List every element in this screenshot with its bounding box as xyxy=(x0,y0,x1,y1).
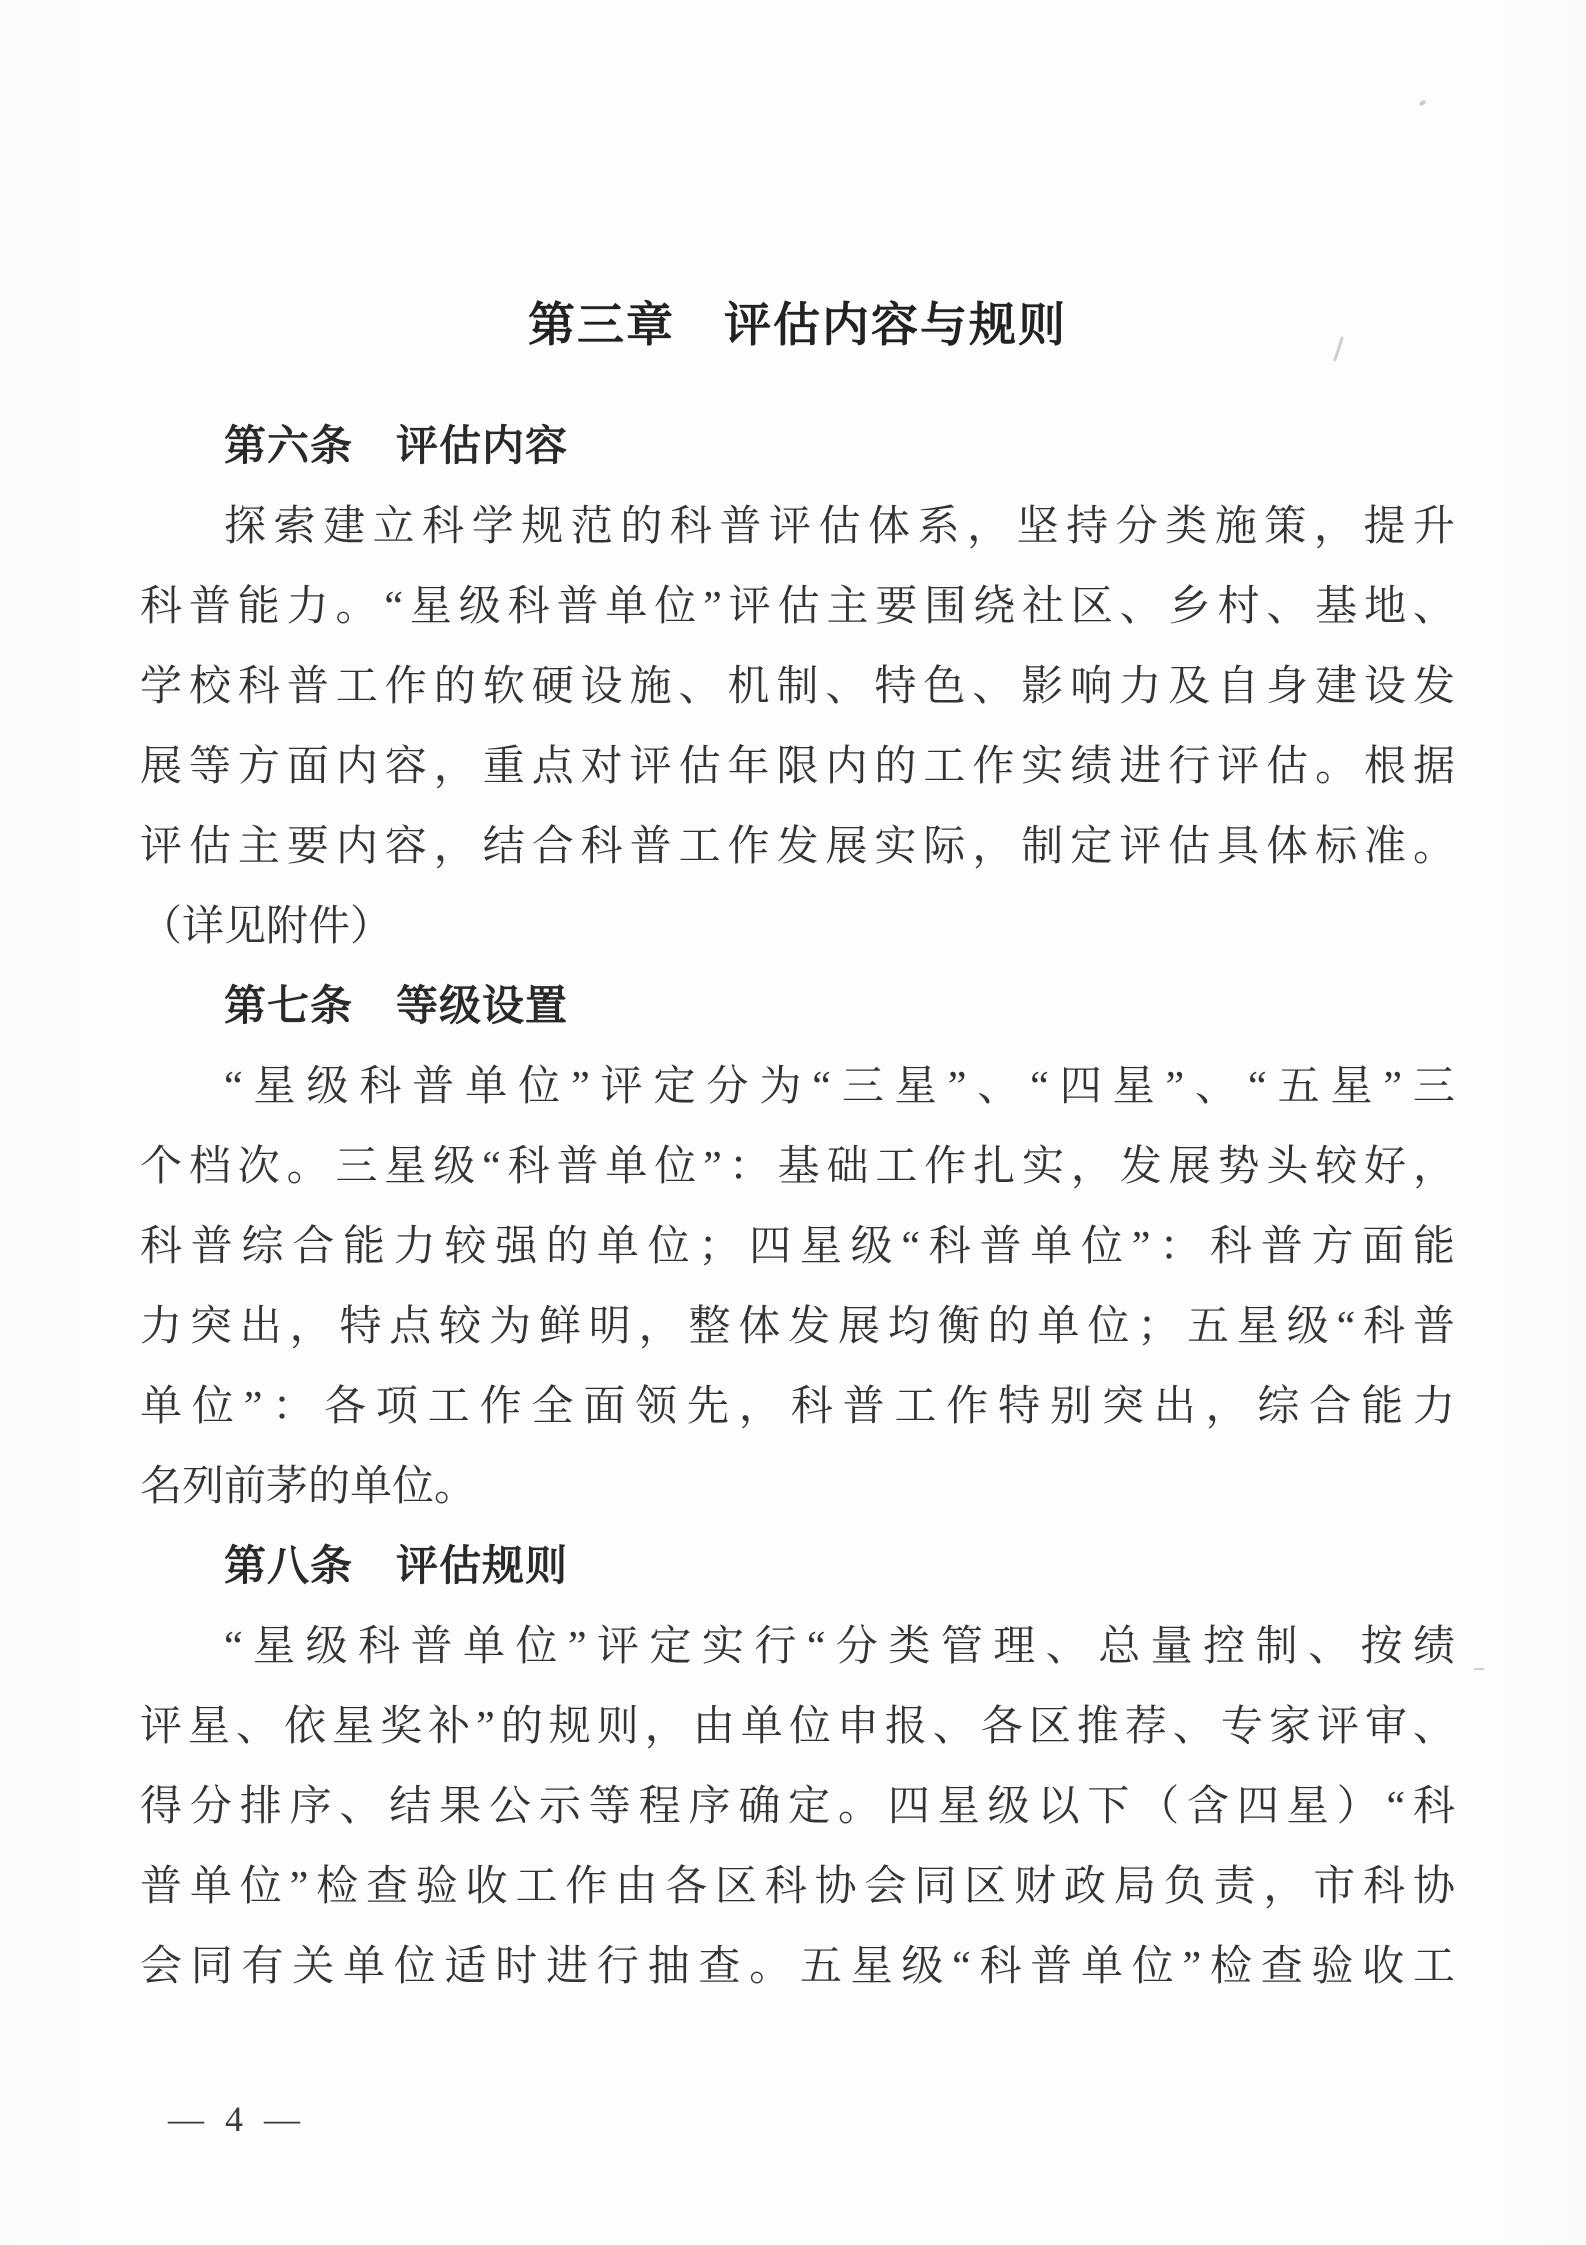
body-line: 会同有关单位适时进行抽查。五星级“科普单位”检查验收工 xyxy=(140,1944,1455,1990)
body-line: 展等方面内容，重点对评估年限内的工作实绩进行评估。根据 xyxy=(140,744,1455,790)
body-line: 评星、依星奖补”的规则，由单位申报、各区推荐、专家评审、 xyxy=(140,1704,1455,1750)
body-line: “星级科普单位”评定分为“三星”、“四星”、“五星”三 xyxy=(224,1064,1455,1110)
body-line: 力突出，特点较为鲜明，整体发展均衡的单位；五星级“科普 xyxy=(140,1304,1455,1350)
page-number: — 4 — xyxy=(168,2099,306,2139)
body-line: 科普能力。“星级科普单位”评估主要围绕社区、乡村、基地、 xyxy=(140,584,1455,630)
page-content xyxy=(140,295,1455,2007)
body-line: 个档次。三星级“科普单位”：基础工作扎实，发展势头较好， xyxy=(140,1144,1455,1190)
body-line: 名列前茅的单位。 xyxy=(140,1464,477,1510)
scan-speck xyxy=(1418,100,1426,107)
article-8-heading: 第八条 评估规则 xyxy=(224,1544,569,1590)
body-line: 单位”：各项工作全面领先，科普工作特别突出，综合能力 xyxy=(140,1384,1455,1430)
body-line: 科普综合能力较强的单位；四星级“科普单位”：科普方面能 xyxy=(140,1224,1455,1270)
chapter-title: 第三章 评估内容与规则 xyxy=(528,298,1067,351)
body-line: 学校科普工作的软硬设施、机制、特色、影响力及自身建设发 xyxy=(140,664,1455,710)
body-line: 评估主要内容，结合科普工作发展实际，制定评估具体标准。 xyxy=(140,824,1455,870)
scan-smudge xyxy=(1474,1662,1487,1670)
article-7-heading: 第七条 等级设置 xyxy=(224,984,569,1030)
body-line: 探索建立科学规范的科普评估体系，坚持分类施策，提升 xyxy=(224,504,1455,550)
body-line: （详见附件） xyxy=(140,904,393,950)
article-6-heading: 第六条 评估内容 xyxy=(224,424,569,470)
body-line: 得分排序、结果公示等程序确定。四星级以下（含四星）“科 xyxy=(140,1784,1455,1830)
body-line: “星级科普单位”评定实行“分类管理、总量控制、按绩 xyxy=(224,1624,1455,1670)
body-line: 普单位”检查验收工作由各区科协会同区财政局负责，市科协 xyxy=(140,1864,1455,1910)
